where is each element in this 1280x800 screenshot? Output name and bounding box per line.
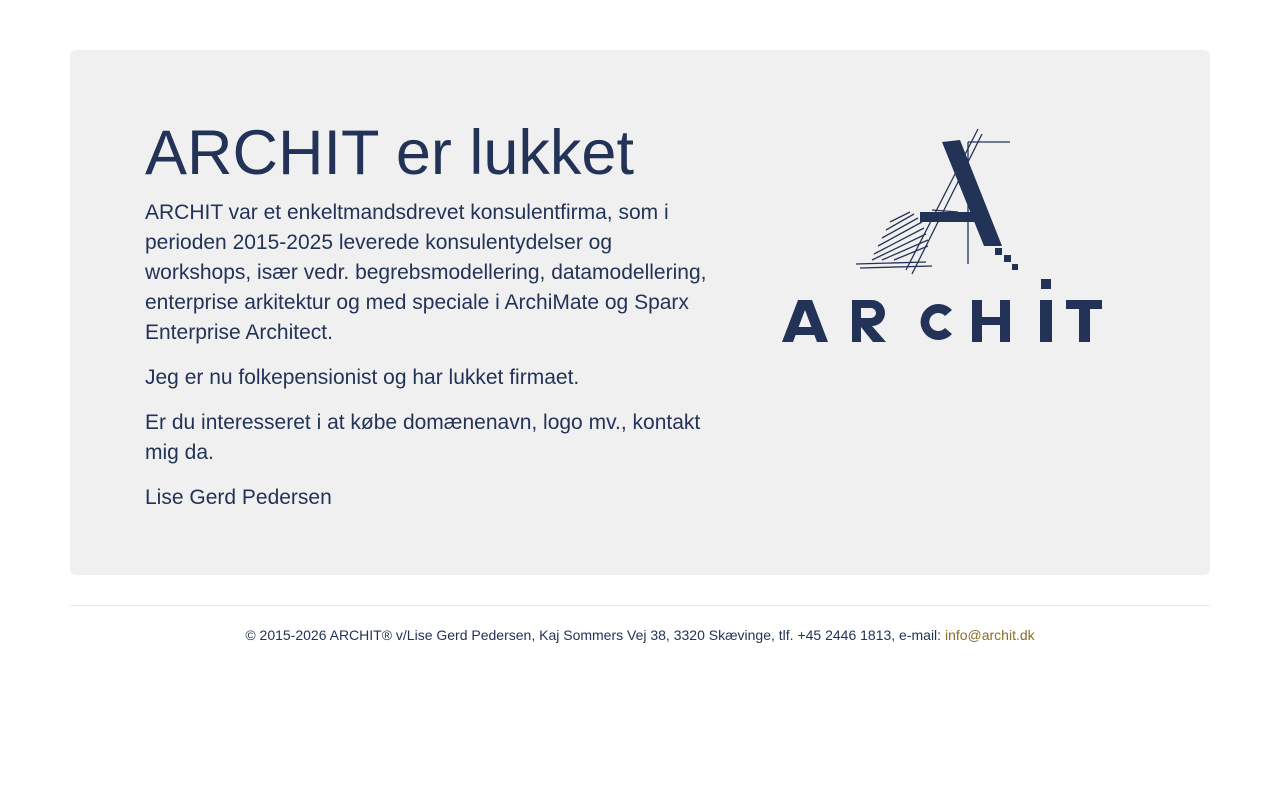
page-title: ARCHIT er lukket <box>145 118 634 188</box>
retirement-paragraph: Jeg er nu folkepensionist og har lukket firmaet. <box>145 366 580 389</box>
closure-notice-panel <box>70 50 1210 575</box>
footer-contact-text: © 2015-2026 ARCHIT® v/Lise Gerd Pedersen, Kaj Sommers Vej 38, 3320 Skævinge, tlf. +45 2446 1813, e-mail: <box>245 627 945 643</box>
notice-content <box>145 118 715 528</box>
sale-paragraph: Er du interesseret i at købe domænenavn, logo mv., kontakt mig da. <box>145 411 701 464</box>
footer <box>0 626 1280 644</box>
footer-divider <box>70 605 1210 606</box>
signature-name: Lise Gerd Pedersen <box>145 486 332 509</box>
description-paragraph: ARCHIT var et enkeltmandsdrevet konsulentfirma, som i perioden 2015-2025 leverede konsulentydelser og workshops, især vedr. begrebsmodellering, datamodellering, enterprise arkitektur og med speciale i ArchiMate og Sparx Enterprise Architect. <box>145 201 707 344</box>
archit-logo-icon <box>782 124 1102 348</box>
archit-logo <box>782 124 1102 348</box>
footer-email-link[interactable]: info@archit.dk <box>944 627 1035 643</box>
